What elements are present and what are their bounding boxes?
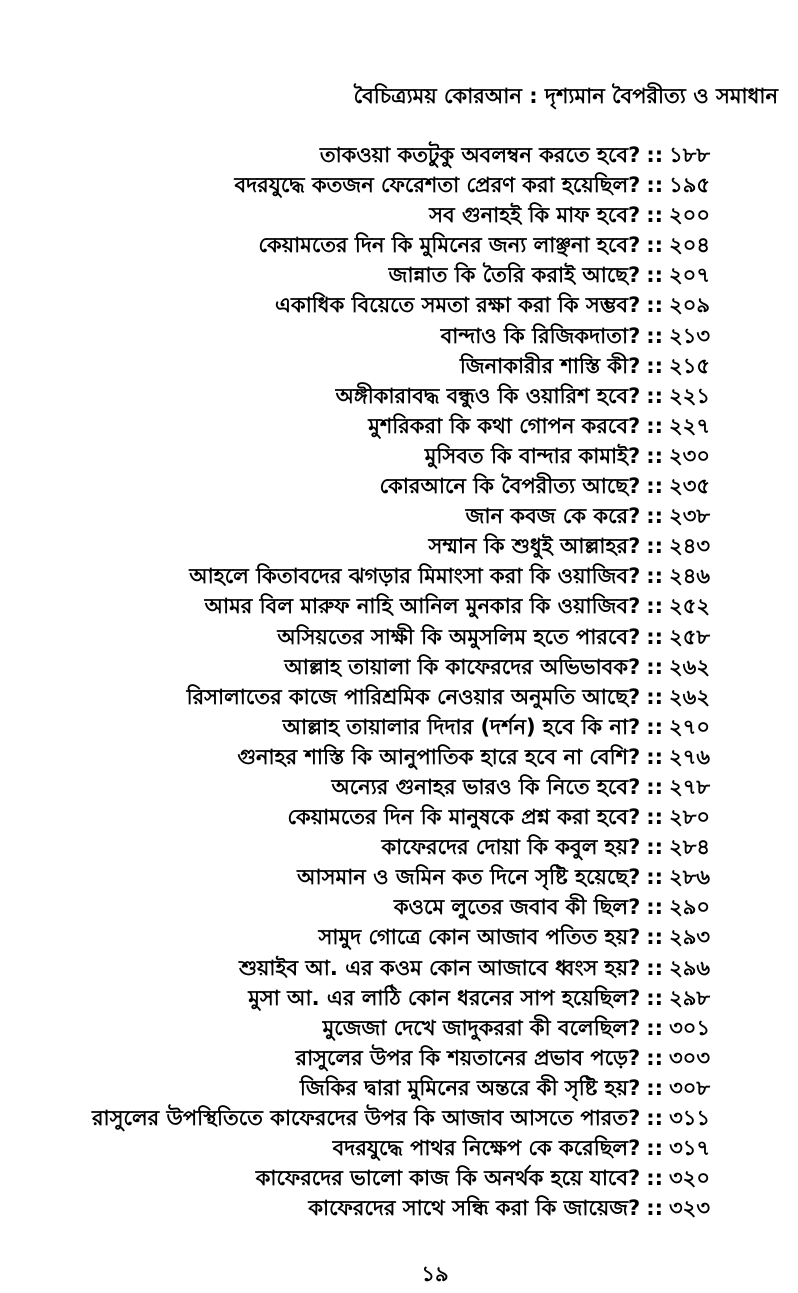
toc-entry	[92, 230, 710, 260]
toc-entry-page: ৩০৮	[669, 1075, 710, 1100]
toc-separator: ::	[646, 714, 664, 739]
toc-entry-page: ২৮৪	[669, 835, 710, 860]
toc-entry-title: আসমান ও জমিন কত দিনে সৃষ্টি হয়েছে?	[297, 865, 641, 890]
toc-entry	[92, 892, 710, 922]
toc-separator: ::	[646, 564, 664, 589]
toc-separator: ::	[646, 1045, 664, 1070]
toc-entry-title: গুনাহর শাস্তি কি আনুপাতিক হারে হবে না বেশি?	[237, 744, 641, 769]
toc-entry	[92, 953, 710, 983]
toc-separator: ::	[646, 1075, 664, 1100]
toc-separator: ::	[646, 233, 664, 258]
toc-entry-title: মুশরিকরা কি কথা গোপন করবে?	[368, 413, 641, 438]
toc-entry-title: সামুদ গোত্রে কোন আজাব পতিত হয়?	[318, 925, 641, 950]
toc-entry	[92, 501, 710, 531]
toc-separator: ::	[646, 744, 664, 769]
toc-separator: ::	[646, 323, 664, 348]
toc-entry-title: শুয়াইব আ. এর কওম কোন আজাবে ধ্বংস হয়?	[238, 955, 641, 980]
toc-entry-page: ২৭৮	[669, 774, 710, 799]
toc-separator: ::	[646, 684, 664, 709]
toc-entry	[92, 1193, 710, 1223]
toc-entry-title: জান্নাত কি তৈরি করাই আছে?	[388, 263, 641, 288]
toc-separator: ::	[646, 1166, 664, 1191]
toc-entry-title: কাফেরদের দোয়া কি কবুল হয়?	[381, 835, 641, 860]
toc-entry-page: ২৭০	[669, 714, 710, 739]
toc-entry-page: ১৮৮	[669, 143, 710, 167]
toc-entry-title: কওমে লুতের জবাব কী ছিল?	[393, 895, 641, 920]
table-of-contents	[92, 140, 710, 1223]
toc-entry	[92, 1013, 710, 1043]
toc-entry-page: ২৩৮	[669, 504, 710, 529]
toc-entry-page: ২০৯	[669, 293, 710, 318]
toc-entry-page: ২৬২	[669, 684, 710, 709]
toc-entry-title: রাসুলের উপর কি শয়তানের প্রভাব পড়ে?	[295, 1045, 641, 1070]
toc-separator: ::	[646, 1015, 664, 1040]
toc-entry	[92, 561, 710, 591]
toc-entry-page: ২৭৬	[669, 744, 710, 769]
toc-separator: ::	[646, 925, 664, 950]
toc-separator: ::	[646, 293, 664, 318]
toc-entry-page: ৩০১	[669, 1015, 710, 1040]
toc-entry-page: ৩১৭	[669, 1136, 710, 1161]
toc-separator: ::	[646, 594, 664, 619]
toc-entry-title: কাফেরদের সাথে সন্ধি করা কি জায়েজ?	[308, 1196, 641, 1221]
toc-entry-title: জান কবজ কে করে?	[465, 504, 641, 529]
toc-entry	[92, 1133, 710, 1163]
toc-entry	[92, 200, 710, 230]
toc-entry-title: কোরআনে কি বৈপরীত্য আছে?	[379, 474, 641, 499]
toc-entry-title: তাকওয়া কতটুকু অবলম্বন করতে হবে?	[319, 143, 641, 167]
toc-entry-page: ২০৪	[669, 233, 710, 258]
toc-entry-page: ২০০	[669, 203, 710, 228]
toc-entry	[92, 742, 710, 772]
toc-separator: ::	[646, 805, 664, 830]
toc-separator: ::	[646, 263, 664, 288]
toc-separator: ::	[646, 534, 664, 559]
toc-entry-page: ২৩৫	[669, 474, 710, 499]
toc-entry-title: একাধিক বিয়েতে সমতা রক্ষা করা কি সম্ভব?	[275, 293, 641, 318]
toc-entry-title: অঙ্গীকারাবদ্ধ বন্ধুও কি ওয়ারিশ হবে?	[335, 383, 641, 408]
toc-entry-title: বান্দাও কি রিজিকদাতা?	[440, 323, 641, 348]
toc-entry	[92, 652, 710, 682]
toc-separator: ::	[646, 774, 664, 799]
toc-entry-title: মুসা আ. এর লাঠি কোন ধরনের সাপ হয়েছিল?	[248, 985, 641, 1010]
toc-entry	[92, 832, 710, 862]
toc-entry	[92, 862, 710, 892]
toc-entry-page: ২৫৮	[669, 624, 710, 649]
toc-entry-page: ২৮৬	[669, 865, 710, 890]
toc-entry	[92, 591, 710, 621]
toc-entry-page: ২৪৬	[669, 564, 710, 589]
toc-entry	[92, 772, 710, 802]
toc-separator: ::	[646, 203, 664, 228]
toc-entry	[92, 441, 710, 471]
toc-entry-page: ২৮০	[669, 805, 710, 830]
toc-entry-page: ১৯৫	[669, 173, 710, 198]
toc-entry-page: ২৪৩	[669, 534, 710, 559]
toc-entry-page: ২০৭	[669, 263, 710, 288]
toc-entry-title: বদরযুদ্ধে পাথর নিক্ষেপ কে করেছিল?	[332, 1136, 641, 1161]
page-number: ১৯	[421, 1262, 449, 1286]
toc-entry	[92, 321, 710, 351]
toc-entry	[92, 351, 710, 381]
toc-entry-page: ৩১১	[669, 1106, 710, 1130]
toc-entry	[92, 1163, 710, 1193]
toc-separator: ::	[646, 1106, 664, 1130]
toc-separator: ::	[646, 383, 664, 408]
toc-separator: ::	[646, 955, 664, 980]
toc-entry-title: রিসালাতের কাজে পারিশ্রমিক নেওয়ার অনুমতি আছে?	[186, 684, 641, 709]
toc-entry	[92, 411, 710, 441]
toc-entry	[92, 531, 710, 561]
toc-entry	[92, 1073, 710, 1103]
toc-separator: ::	[646, 353, 664, 378]
toc-separator: ::	[646, 835, 664, 860]
toc-entry	[92, 983, 710, 1013]
toc-entry	[92, 471, 710, 501]
toc-entry-page: ২৯০	[669, 895, 710, 920]
toc-entry-title: বদরযুদ্ধে কতজন ফেরেশতা প্রেরণ করা হয়েছিল?	[234, 173, 641, 198]
toc-separator: ::	[646, 413, 664, 438]
running-header: বৈচিত্র্যময় কোরআন : দৃশ্যমান বৈপরীত্য ও সমাধান	[353, 84, 778, 108]
toc-entry-page: ২৯৮	[669, 985, 710, 1010]
toc-entry-title: অন্যের গুনাহর ভারও কি নিতে হবে?	[331, 774, 641, 799]
toc-entry	[92, 922, 710, 952]
toc-separator: ::	[646, 654, 664, 679]
toc-entry-title: আল্লাহ তায়ালার দিদার (দর্শন) হবে কি না?	[282, 714, 641, 739]
toc-entry-title: মুসিবত কি বান্দার কামাই?	[424, 443, 641, 468]
toc-entry-page: ২২১	[669, 383, 710, 408]
toc-separator: ::	[646, 1136, 664, 1161]
toc-entry-title: সব গুনাহই কি মাফ হবে?	[429, 203, 641, 228]
toc-entry-title: জিনাকারীর শাস্তি কী?	[459, 353, 641, 378]
toc-entry-page: ৩০৩	[669, 1045, 710, 1070]
toc-entry-title: অসিয়তের সাক্ষী কি অমুসলিম হতে পারবে?	[277, 624, 641, 649]
toc-entry-page: ২৩০	[669, 443, 710, 468]
toc-separator: ::	[646, 504, 664, 529]
toc-separator: ::	[646, 1196, 664, 1221]
toc-entry	[92, 682, 710, 712]
toc-entry	[92, 712, 710, 742]
toc-entry-title: সম্মান কি শুধুই আল্লাহর?	[428, 534, 641, 559]
toc-entry-title: কেয়ামতের দিন কি মানুষকে প্রশ্ন করা হবে?	[287, 805, 641, 830]
toc-entry-title: জিকির দ্বারা মুমিনের অন্তরে কী সৃষ্টি হয়?	[299, 1075, 641, 1100]
toc-entry-page: ২৬২	[669, 654, 710, 679]
toc-separator: ::	[646, 624, 664, 649]
toc-entry-title: রাসুলের উপস্থিতিতে কাফেরদের উপর কি আজাব আসতে পারত?	[92, 1106, 641, 1130]
toc-entry	[92, 1103, 710, 1133]
toc-entry-page: ২৯৬	[669, 955, 710, 980]
toc-separator: ::	[646, 895, 664, 920]
toc-separator: ::	[646, 143, 664, 167]
toc-entry	[92, 622, 710, 652]
toc-separator: ::	[646, 474, 664, 499]
toc-entry-title: মুজেজা দেখে জাদুকররা কী বলেছিল?	[322, 1015, 641, 1040]
toc-entry-title: কেয়ামতের দিন কি মুমিনের জন্য লাঞ্ছনা হবে?	[258, 233, 641, 258]
toc-entry-title: আমর বিল মারুফ নাহি আনিল মুনকার কি ওয়াজিব?	[204, 594, 641, 619]
toc-separator: ::	[646, 865, 664, 890]
toc-entry-title: কাফেরদের ভালো কাজ কি অনর্থক হয়ে যাবে?	[255, 1166, 641, 1191]
toc-entry	[92, 290, 710, 320]
toc-entry	[92, 1043, 710, 1073]
toc-entry-title: আল্লাহ তায়ালা কি কাফেরদের অভিভাবক?	[284, 654, 641, 679]
toc-separator: ::	[646, 173, 664, 198]
toc-entry-page: ২১৩	[669, 323, 710, 348]
toc-entry	[92, 170, 710, 200]
toc-entry-title: আহলে কিতাবদের ঝগড়ার মিমাংসা করা কি ওয়াজিব?	[189, 564, 641, 589]
toc-separator: ::	[646, 985, 664, 1010]
toc-entry	[92, 802, 710, 832]
toc-entry-page: ২১৫	[669, 353, 710, 378]
toc-entry	[92, 381, 710, 411]
toc-entry-page: ৩২৩	[669, 1196, 710, 1221]
toc-entry-page: ২২৭	[669, 413, 710, 438]
toc-entry	[92, 140, 710, 170]
toc-entry	[92, 260, 710, 290]
toc-entry-page: ২৯৩	[669, 925, 710, 950]
toc-entry-page: ২৫২	[669, 594, 710, 619]
toc-separator: ::	[646, 443, 664, 468]
toc-entry-page: ৩২০	[669, 1166, 710, 1191]
